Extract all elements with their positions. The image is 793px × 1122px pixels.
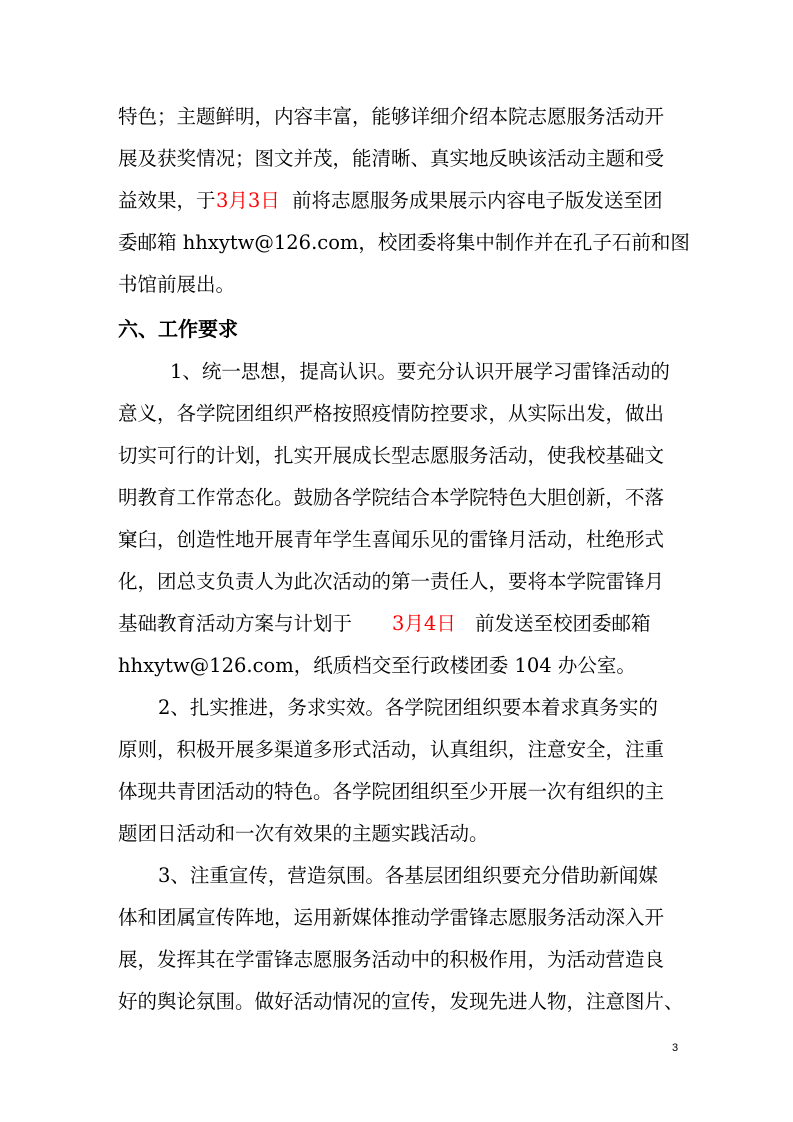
paragraph-line <box>0 646 793 686</box>
text: 展，发挥其在学雷锋志愿服务活动中的积极作用，为活动营造良 <box>118 948 665 971</box>
paragraph-line <box>0 730 793 770</box>
text: 切实可行的计划，扎实开展成长型志愿服务活动，使我校基础文 <box>118 444 665 467</box>
highlighted-date: 3月4日 <box>392 612 456 635</box>
paragraph-line <box>0 856 793 896</box>
text: 前发送至校团委邮箱 <box>475 612 651 635</box>
text: 体和团属宣传阵地，运用新媒体推动学雷锋志愿服务活动深入开 <box>118 906 665 929</box>
text: 委邮箱 hhxytw@126.com，校团委将集中制作并在孔子石前和图 <box>118 231 690 254</box>
text: 基础教育活动方案与计划于 <box>118 612 353 635</box>
text: 明教育工作常态化。鼓励各学院结合本学院特色大胆创新，不落 <box>118 486 665 509</box>
paragraph-line <box>0 772 793 812</box>
text: 原则，积极开展多渠道多形式活动，认真组织，注意安全，注重 <box>118 738 665 761</box>
page-number: 3 <box>672 1042 679 1054</box>
text: 好的舆论氛围。做好活动情况的宣传，发现先进人物，注意图片、 <box>118 990 684 1013</box>
paragraph-line <box>0 562 793 602</box>
highlighted-date: 3月3日 <box>216 189 280 212</box>
paragraph-line <box>0 436 793 476</box>
paragraph-line <box>0 478 793 518</box>
text: 3、注重宣传，营造氛围。各基层团组织要充分借助新闻媒 <box>158 864 658 887</box>
paragraph-line <box>0 139 793 179</box>
text: 前将志愿服务成果展示内容电子版发送至团 <box>292 189 663 212</box>
paragraph-line <box>0 814 793 854</box>
text: 书馆前展出。 <box>118 273 236 296</box>
text: 益效果，于 <box>118 189 216 212</box>
paragraph-line <box>0 982 793 1022</box>
text: 体现共青团活动的特色。各学院团组织至少开展一次有组织的主 <box>118 780 665 803</box>
text: hhxytw@126.com，纸质档交至行政楼团委 104 办公室。 <box>118 654 636 677</box>
paragraph-line <box>0 898 793 938</box>
text: 2、扎实推进，务求实效。各学院团组织要本着求真务实的 <box>158 696 658 719</box>
text: 展及获奖情况；图文并茂，能清晰、真实地反映该活动主题和受 <box>118 147 665 170</box>
section-heading: 六、工作要求 <box>118 317 238 341</box>
paragraph-line <box>0 352 793 392</box>
text: 窠臼，创造性地开展青年学生喜闻乐见的雷锋月活动，杜绝形式 <box>118 528 665 551</box>
text: 题团日活动和一次有效果的主题实践活动。 <box>118 822 489 845</box>
text: 特色；主题鲜明，内容丰富，能够详细介绍本院志愿服务活动开 <box>118 105 665 128</box>
paragraph-line <box>0 97 793 137</box>
text: 1、统一思想，提高认识。要充分认识开展学习雷锋活动的 <box>170 360 670 383</box>
paragraph-line <box>0 604 793 644</box>
paragraph-line <box>0 223 793 263</box>
paragraph-line <box>0 520 793 560</box>
paragraph-line <box>0 181 793 221</box>
paragraph-line <box>0 940 793 980</box>
paragraph-line <box>0 688 793 728</box>
text: 意义，各学院团组织严格按照疫情防控要求，从实际出发，做出 <box>118 402 665 425</box>
paragraph-line <box>0 394 793 434</box>
text: 化，团总支负责人为此次活动的第一责任人，要将本学院雷锋月 <box>118 570 665 593</box>
paragraph-line <box>0 265 793 305</box>
